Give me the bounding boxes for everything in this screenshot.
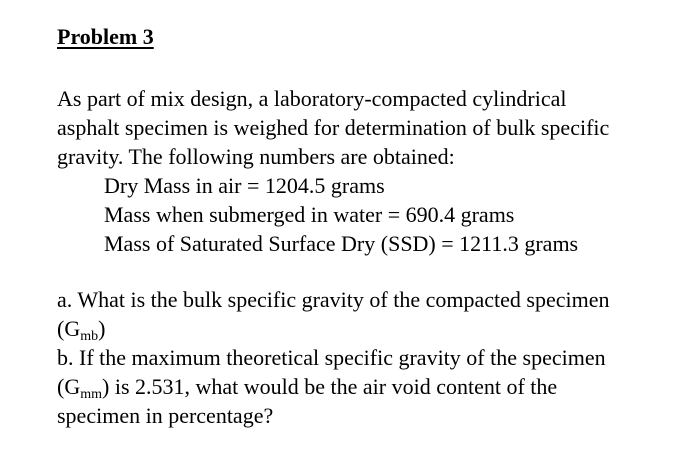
symbol-open: (G [57, 316, 81, 341]
paragraph-spacer [57, 258, 687, 285]
measurement-ssd-mass: Mass of Saturated Surface Dry (SSD) = 1211.3 grams [104, 231, 579, 256]
symbol-subscript: mb [80, 329, 99, 344]
question-b-line [57, 372, 687, 401]
question-a-line: a. What is the bulk specific gravity of the compacted specimen [57, 287, 610, 312]
intro-line: gravity. The following numbers are obtained: [57, 144, 455, 169]
question-b-line: specimen in percentage? [57, 403, 274, 428]
intro-line: As part of mix design, a laboratory-compacted cylindrical [57, 86, 567, 111]
measurement-submerged-mass: Mass when submerged in water = 690.4 grams [104, 202, 515, 227]
question-b-line: b. If the maximum theoretical specific gravity of the specimen [57, 345, 606, 370]
symbol-subscript: mm [80, 387, 102, 402]
symbol-close: ) [98, 316, 106, 341]
question-b-text: ) is 2.531, what would be the air void content of the [102, 374, 558, 399]
problem-title: Problem 3 [57, 24, 154, 49]
measurement-dry-mass: Dry Mass in air = 1204.5 grams [104, 173, 385, 198]
symbol-open: (G [57, 374, 81, 399]
intro-line: asphalt specimen is weighed for determination of bulk specific [57, 115, 610, 140]
problem-body [57, 84, 687, 430]
question-a-symbol [57, 314, 687, 343]
